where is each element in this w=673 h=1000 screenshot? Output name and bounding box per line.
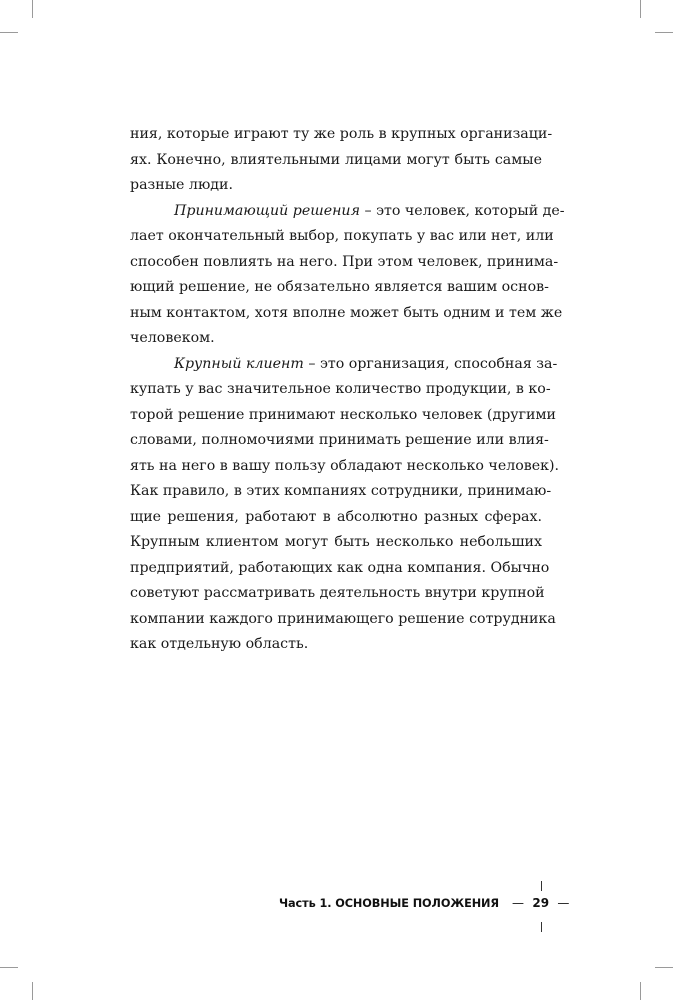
text-fragment: – это организация, способная за- — [303, 355, 558, 372]
crop-mark-bottom-right-h — [655, 967, 673, 968]
text-line-first — [130, 199, 565, 225]
paragraph-3 — [130, 352, 560, 658]
text-line: ющий решение, не обязательно является вашим основ- — [130, 279, 549, 295]
text-line: разные люди. — [130, 177, 233, 193]
folio-tick-bottom — [541, 922, 542, 932]
text-line: предприятий, работающих как одна компания. Обычно — [130, 559, 550, 576]
text-line: советуют рассматривать деятельность внутри крупной — [130, 585, 545, 601]
text-line: ях. Конечно, влиятельными лицами могут быть самые — [130, 151, 542, 168]
text-line: как отдельную область. — [130, 636, 309, 652]
text-line-first — [130, 352, 558, 378]
text-fragment: – это человек, который де- — [359, 202, 565, 219]
running-head: Часть 1. ОСНОВНЫЕ ПОЛОЖЕНИЯ — [278, 897, 499, 910]
text-line: Как правило, в этих компаниях сотрудники, принимаю- — [130, 483, 552, 499]
body-text — [130, 122, 565, 658]
text-line: купать у вас значительное количество продукции, в ко- — [130, 381, 551, 397]
text-line: способен повлиять на него. При этом человек, принима- — [130, 253, 559, 270]
text-line: компании каждого принимающего решение сотрудника — [130, 610, 556, 627]
text-line: Крупным клиентом могут быть несколько небольших — [130, 534, 542, 550]
term-key-account: Крупный клиент — [174, 355, 304, 372]
folio-dash-left: — — [512, 896, 524, 910]
text-line: словами, полномочиями принимать решение или влия- — [130, 432, 549, 448]
crop-mark-top-left — [32, 0, 33, 18]
paragraph-1 — [130, 122, 553, 199]
paragraph-2 — [130, 199, 565, 352]
crop-mark-bottom-right — [640, 982, 641, 1000]
crop-mark-bottom-left — [32, 982, 33, 1000]
page-number: 29 — [532, 896, 550, 910]
folio — [512, 896, 569, 910]
text-line: ния, которые играют ту же роль в крупных организаци- — [130, 126, 553, 142]
crop-mark-bottom-left-h — [0, 967, 18, 968]
page-footer — [0, 895, 673, 925]
text-line: человеком. — [130, 330, 215, 346]
text-line: ным контактом, хотя вполне может быть одним и тем же — [130, 304, 563, 321]
text-line: торой решение принимают несколько человек (другими — [130, 406, 557, 423]
crop-mark-top-right — [640, 0, 641, 18]
text-line: ять на него в вашу пользу обладают несколько человек). — [130, 457, 560, 474]
term-decision-maker: Принимающий решения — [174, 202, 360, 219]
folio-tick-top — [541, 881, 542, 891]
text-line: лает окончательный выбор, покупать у вас или нет, или — [130, 228, 554, 244]
text-line: щие решения, работают в абсолютно разных сферах. — [130, 508, 542, 525]
crop-mark-top-right-h — [655, 32, 673, 33]
folio-dash-right: — — [557, 896, 570, 910]
crop-mark-top-left-h — [0, 32, 18, 33]
